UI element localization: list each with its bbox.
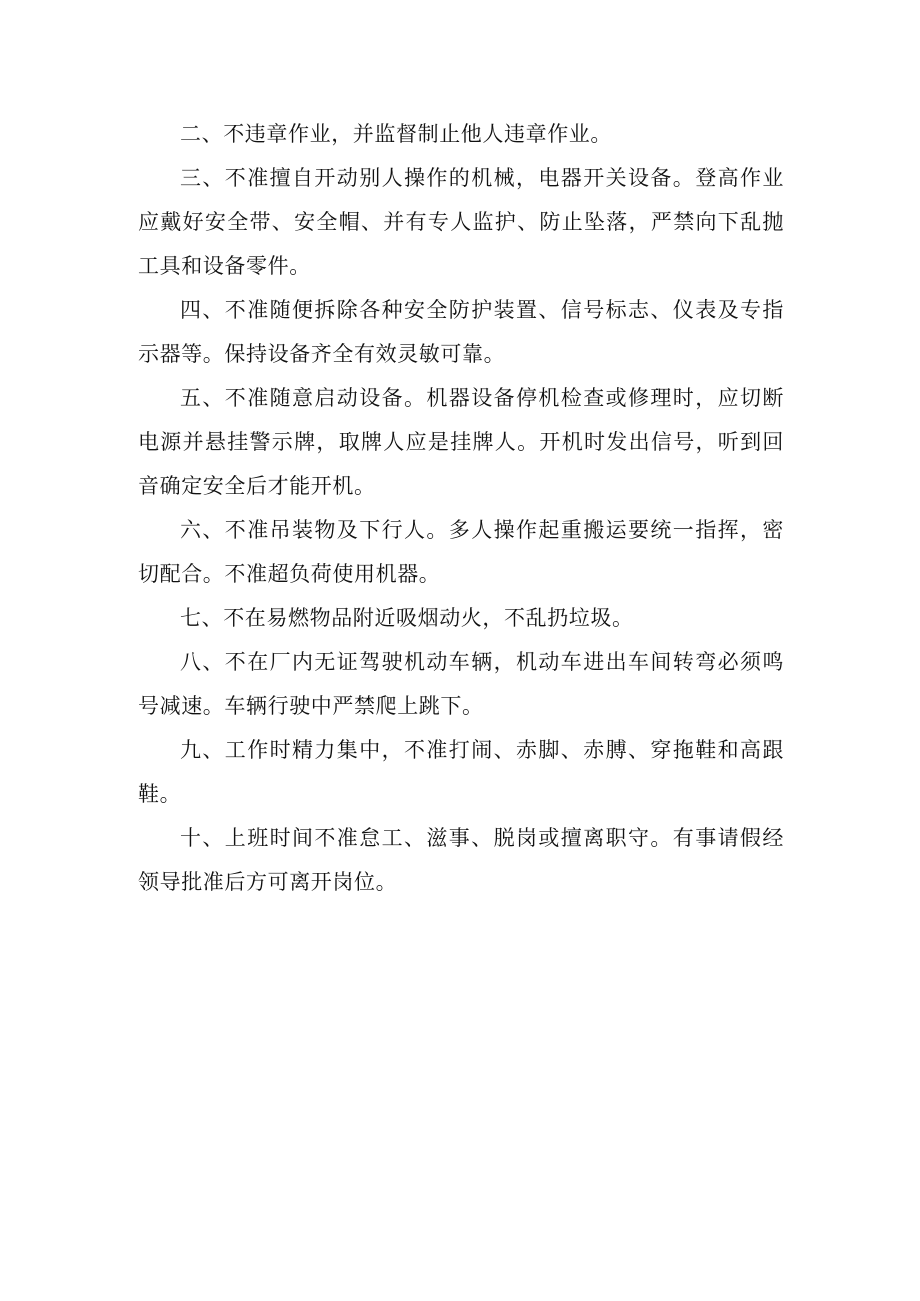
rule-paragraph-8: 八、不在厂内无证驾驶机动车辆，机动车进出车间转弯必须鸣号减速。车辆行驶中严禁爬上跳下。 <box>138 650 784 718</box>
rule-paragraph-10: 十、上班时间不准怠工、滋事、脱岗或擅离职守。有事请假经领导批准后方可离开岗位。 <box>138 826 784 894</box>
rule-paragraph-5: 五、不准随意启动设备。机器设备停机检查或修理时，应切断电源并悬挂警示牌，取牌人应是挂牌人。开机时发出信号，听到回音确定安全后才能开机。 <box>138 386 784 498</box>
rule-paragraph-4: 四、不准随便拆除各种安全防护装置、信号标志、仪表及专指示器等。保持设备齐全有效灵敏可靠。 <box>138 298 784 366</box>
rule-paragraph-9: 九、工作时精力集中，不准打闹、赤脚、赤膊、穿拖鞋和高跟鞋。 <box>138 738 784 806</box>
rule-paragraph-6: 六、不准吊装物及下行人。多人操作起重搬运要统一指挥，密切配合。不准超负荷使用机器。 <box>138 518 784 586</box>
document-body <box>138 112 784 904</box>
rule-paragraph-2: 二、不违章作业，并监督制止他人违章作业。 <box>180 122 612 146</box>
rule-paragraph-7: 七、不在易燃物品附近吸烟动火，不乱扔垃圾。 <box>180 606 634 630</box>
rule-paragraph-3: 三、不准擅自开动别人操作的机械，电器开关设备。登高作业应戴好安全带、安全帽、并有专人监护、防止坠落，严禁向下乱抛工具和设备零件。 <box>138 166 784 278</box>
